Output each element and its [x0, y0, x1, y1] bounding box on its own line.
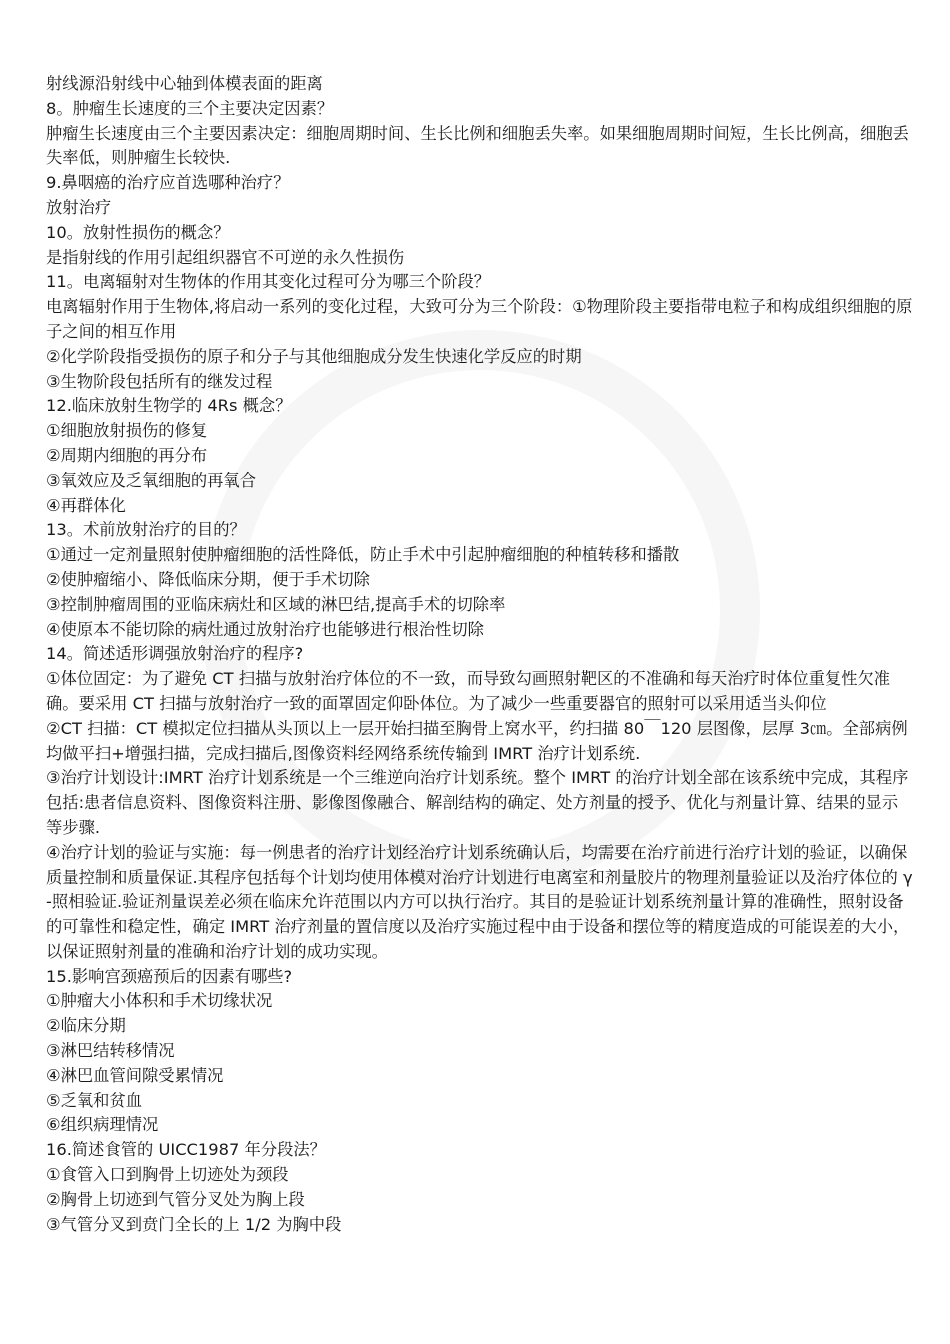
list-item: ②化学阶段指受损伤的原子和分子与其他细胞成分发生快速化学反应的时期 — [46, 346, 582, 366]
answer-text: 电离辐射作用于生物体,将启动一系列的变化过程，大致可分为三个阶段：①物理阶段主要指带电粒子和构成组织细胞的原子之间的相互作用 — [46, 297, 913, 341]
question-heading: 14。简述适形调强放射治疗的程序? — [46, 644, 304, 664]
list-item: ⑤乏氧和贫血 — [46, 1090, 143, 1110]
question-heading: 13。术前放射治疗的目的？ — [46, 520, 246, 540]
question-heading: 9.鼻咽癌的治疗应首选哪种治疗？ — [46, 173, 290, 193]
list-item: ③淋巴结转移情况 — [46, 1041, 175, 1061]
list-item: ②胸骨上切迹到气管分叉处为胸上段 — [46, 1189, 305, 1209]
answer-text: 肿瘤生长速度由三个主要因素决定：细胞周期时间、生长比例和细胞丢失率。如果细胞周期时间短，生长比例高，细胞丢失率低，则肿瘤生长较快. — [46, 123, 909, 168]
list-item: ②使肿瘤缩小、降低临床分期，便于手术切除 — [46, 569, 370, 589]
text-line: 射线源沿射线中心轴到体模表面的距离 — [46, 74, 323, 93]
answer-text: 放射治疗 — [46, 197, 112, 217]
list-item: ②周期内细胞的再分布 — [46, 445, 208, 465]
list-item: ④淋巴血管间隙受累情况 — [46, 1065, 224, 1085]
document-page — [46, 72, 914, 1237]
list-item: ③生物阶段包括所有的继发过程 — [46, 371, 273, 391]
question-heading: 11。电离辐射对生物体的作用其变化过程可分为哪三个阶段？ — [46, 272, 491, 292]
question-heading: 12.临床放射生物学的 4Rs 概念？ — [46, 396, 292, 416]
question-heading: 8。肿瘤生长速度的三个主要决定因素？ — [46, 98, 334, 118]
question-heading: 16.简述食管的 UICC1987 年分段法？ — [46, 1140, 326, 1160]
list-item: ④使原本不能切除的病灶通过放射治疗也能够进行根治性切除 — [46, 619, 484, 639]
list-item: ①肿瘤大小体积和手术切缘状况 — [46, 991, 273, 1011]
list-item: ②临床分期 — [46, 1016, 126, 1036]
list-item: ②CT 扫描：CT 模拟定位扫描从头顶以上一层开始扫描至胸骨上窝水平，约扫描 80￣120 层图像，层厚 3㎝。全部病例均做平扫+增强扫描，完成扫描后,图像资料经网络系统传输到 IMRT 治疗计划系统. — [46, 718, 908, 763]
list-item: ③控制肿瘤周围的亚临床病灶和区域的淋巴结,提高手术的切除率 — [46, 594, 506, 614]
list-item: ④治疗计划的验证与实施：每一例患者的治疗计划经治疗计划系统确认后，均需要在治疗前进行治疗计划的验证，以确保质量控制和质量保证.其程序包括每个计划均使用体模对治疗计划进行电离室和剂量胶片的物理剂量验证以及治疗体位的 γ-照相验证.验证剂量误差必须在临床允许范围以内方可以执行治疗。其目的是验证计划系统剂量计算的准确性，照射设备的可靠性和稳定性，确定 IMRT 治疗剂量的置信度以及治疗实施过程中由于设备和摆位等的精度造成的可能误差的大小，以保证照射剂量的准确和治疗计划的成功实现。 — [46, 842, 913, 961]
list-item: ①细胞放射损伤的修复 — [46, 421, 208, 441]
list-item: ①通过一定剂量照射使肿瘤细胞的活性降低，防止手术中引起肿瘤细胞的种植转移和播散 — [46, 545, 680, 565]
list-item: ①体位固定：为了避免 CT 扫描与放射治疗体位的不一致，而导致勾画照射靶区的不准确和每天治疗时体位重复性欠准确。要采用 CT 扫描与放射治疗一致的面罩固定仰卧体位。为了减少一些重要器官的照射可以采用适当头仰位 — [46, 669, 891, 713]
question-heading: 15.影响宫颈癌预后的因素有哪些? — [46, 966, 293, 986]
list-item: ③气管分叉到贲门全长的上 1/2 为胸中段 — [46, 1214, 342, 1234]
list-item: ⑥组织病理情况 — [46, 1115, 159, 1135]
question-heading: 10。放射性损伤的概念？ — [46, 222, 230, 242]
list-item: ③氧效应及乏氧细胞的再氧合 — [46, 470, 256, 490]
list-item: ③治疗计划设计:IMRT 治疗计划系统是一个三维逆向治疗计划系统。整个 IMRT 的治疗计划全部在该系统中完成，其程序包括:患者信息资料、图像资料注册、影像图像融合、解剖结构的确定、处方剂量的授予、优化与剂量计算、结果的显示等步骤. — [46, 768, 909, 837]
list-item: ④再群体化 — [46, 495, 126, 515]
answer-text: 是指射线的作用引起组织器官不可逆的永久性损伤 — [46, 247, 405, 267]
list-item: ①食管入口到胸骨上切迹处为颈段 — [46, 1165, 289, 1185]
